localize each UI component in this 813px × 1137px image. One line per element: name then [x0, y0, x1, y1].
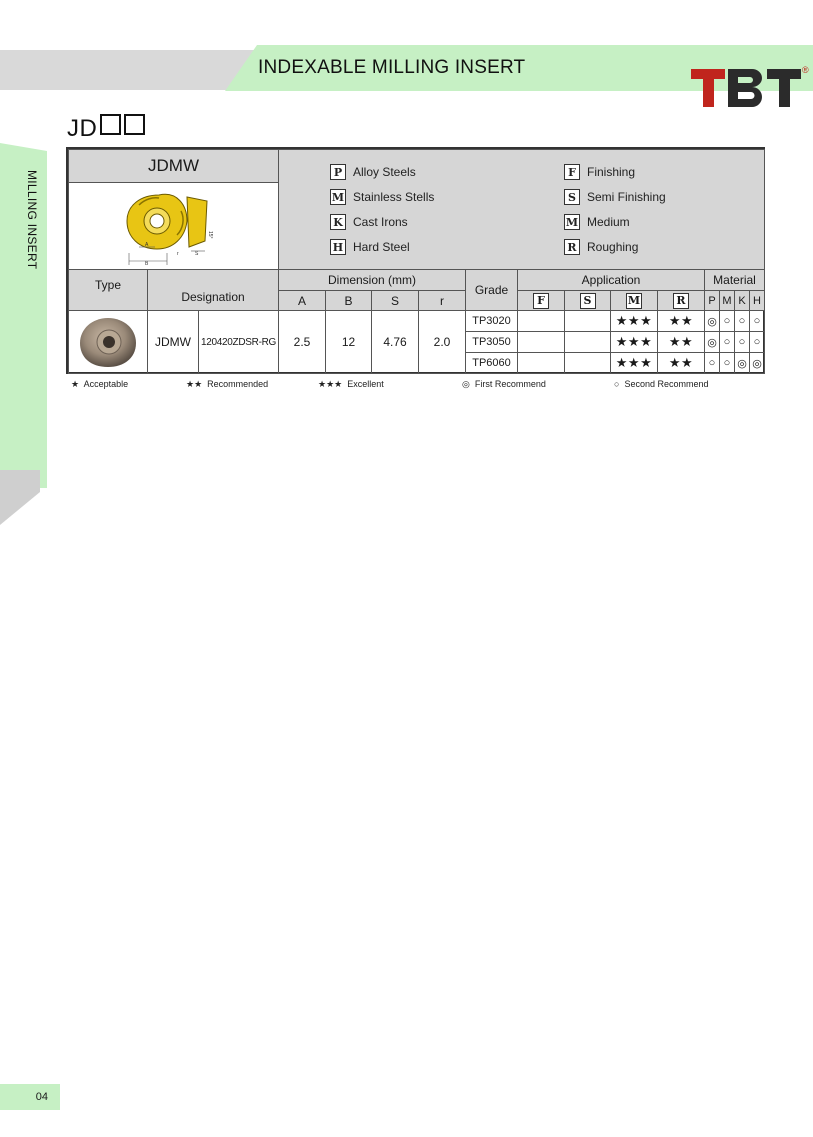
series-heading	[67, 114, 145, 143]
app-cell	[564, 331, 611, 353]
side-tab	[0, 143, 47, 488]
app-cell	[564, 352, 611, 374]
mat-cell: ○	[749, 310, 765, 332]
mat-header-m: M	[719, 290, 735, 311]
mat-header-k: K	[734, 290, 750, 311]
dim-header-b: B	[325, 290, 372, 311]
legend-material-p: P Alloy Steels	[330, 164, 416, 180]
app-cell: ★★★	[610, 331, 658, 353]
insert-photo	[76, 315, 140, 369]
app-cell	[517, 352, 565, 374]
app-cell: ★★	[657, 352, 705, 374]
mat-cell: ◎	[734, 352, 750, 374]
mat-cell: ○	[749, 331, 765, 353]
dim-label-b: B	[145, 261, 149, 267]
app-cell: ★★	[657, 331, 705, 353]
dim-label-s: S	[195, 251, 199, 257]
app-cell	[564, 310, 611, 332]
footnote-acceptable: ★ Acceptable	[71, 379, 129, 389]
col-header-designation: Designation	[147, 269, 279, 311]
page-title: INDEXABLE MILLING INSERT	[258, 57, 526, 78]
side-tab-shadow	[0, 470, 40, 525]
app-cell: ★★	[657, 310, 705, 332]
col-header-dimension: Dimension (mm)	[278, 269, 466, 291]
legend-app-s: S Semi Finishing	[564, 189, 666, 205]
app-header-m: M	[610, 290, 658, 311]
dim-value-a: 2.5	[278, 310, 326, 374]
app-header-s: S	[564, 290, 611, 311]
app-header-f: F	[517, 290, 565, 311]
product-code: 120420ZDSR-RG	[198, 310, 279, 374]
dim-label-r: r	[177, 251, 179, 257]
footnote-recommended: ★★ Recommended	[186, 379, 269, 389]
series-prefix: JD	[67, 115, 98, 142]
mat-cell: ○	[719, 310, 735, 332]
app-cell	[517, 331, 565, 353]
product-series: JDMW	[147, 310, 199, 374]
dim-header-a: A	[278, 290, 326, 311]
mat-cell: ◎	[704, 310, 720, 332]
insert-table	[66, 147, 765, 374]
dim-label-angle: 15°	[207, 231, 213, 239]
mat-cell: ○	[734, 310, 750, 332]
grade-row-2: TP3050	[465, 331, 518, 353]
col-header-grade: Grade	[465, 269, 518, 311]
app-cell: ★★★	[610, 310, 658, 332]
dim-value-b: 12	[325, 310, 372, 374]
legend-app-f: F Finishing	[564, 164, 635, 180]
footnote-second-recommend: ○ Second Recommend	[614, 379, 709, 389]
placeholder-box	[124, 114, 145, 135]
grade-row-3: TP6060	[465, 352, 518, 374]
mat-cell: ○	[704, 352, 720, 374]
insert-name: JDMW	[148, 156, 199, 175]
legend-material-m: M Stainless Stells	[331, 190, 435, 204]
mat-cell: ○	[719, 331, 735, 353]
mat-cell: ○	[734, 331, 750, 353]
page-number: 04	[0, 1084, 60, 1110]
legend-material-k: K Cast Irons	[330, 214, 408, 230]
insert-drawing	[69, 183, 278, 269]
insert-name-cell	[68, 149, 279, 183]
dim-value-s: 4.76	[371, 310, 419, 374]
col-header-application: Application	[517, 269, 705, 291]
legend-app-r: R Roughing	[564, 239, 638, 255]
dim-header-r: r	[418, 290, 466, 311]
dim-header-s: S	[371, 290, 419, 311]
col-header-type: Type	[68, 269, 148, 311]
dim-label-a: A	[145, 242, 149, 248]
col-header-material: Material	[704, 269, 765, 291]
insert-photo-cell	[68, 310, 148, 374]
app-header-r: R	[657, 290, 705, 311]
legend-material-h: H Hard Steel	[330, 239, 410, 255]
grade-row-1: TP3020	[465, 310, 518, 332]
tbt-logo	[690, 63, 810, 109]
placeholder-box	[100, 114, 121, 135]
side-tab-label: MILLING INSERT	[25, 170, 39, 270]
legend-app-m: M Medium	[565, 215, 630, 229]
mat-cell: ◎	[704, 331, 720, 353]
dim-value-r: 2.0	[418, 310, 466, 374]
app-cell: ★★★	[610, 352, 658, 374]
mat-cell: ◎	[749, 352, 765, 374]
mat-header-h: H	[749, 290, 765, 311]
footnote-excellent: ★★★ Excellent	[318, 379, 384, 389]
mat-cell: ○	[719, 352, 735, 374]
registered-mark: ®	[802, 65, 809, 75]
insert-drawing-cell	[68, 182, 279, 270]
app-cell	[517, 310, 565, 332]
footnote-first-recommend: ◎ First Recommend	[462, 379, 546, 389]
mat-header-p: P	[704, 290, 720, 311]
